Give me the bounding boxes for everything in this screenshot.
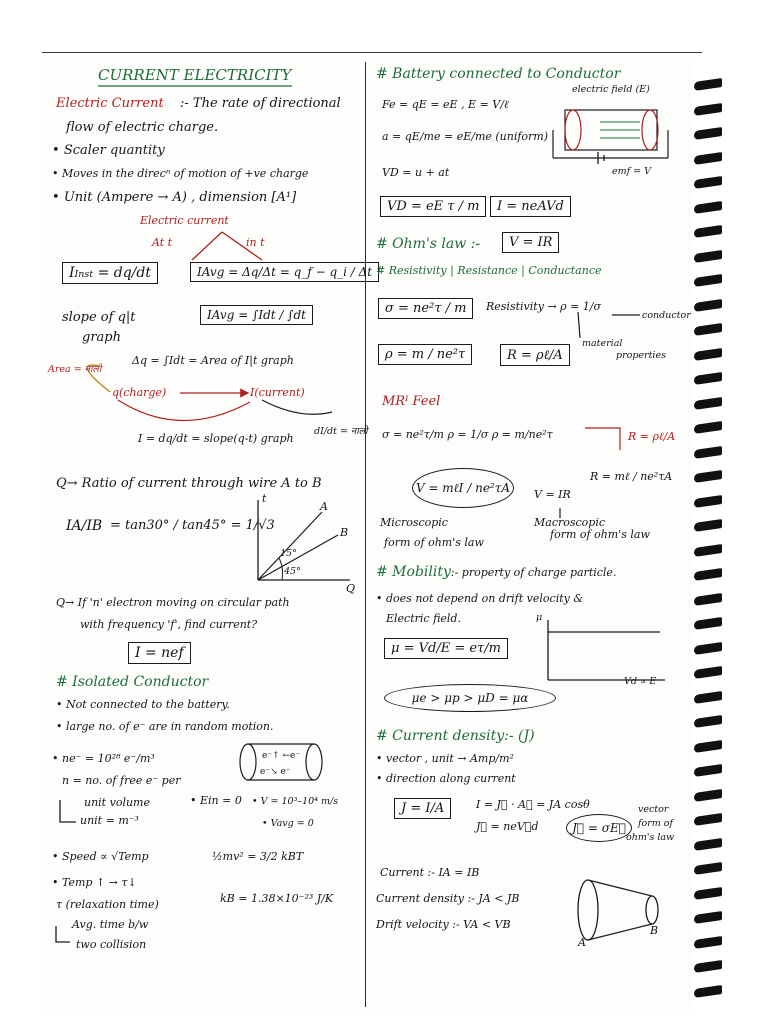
current-density-relation: Current density :- JA < JB	[376, 892, 520, 905]
ec-bullet-3: • Unit (Ampere → A) , dimension [A¹]	[52, 190, 297, 205]
ohms-law-heading: # Ohm's law :-	[376, 236, 481, 252]
iso-bullet-1: • Not connected to the battery.	[56, 698, 230, 711]
cone-end-a	[578, 880, 598, 940]
feel-equations: σ = ne²τ/m ρ = 1/σ ρ = m/ne²τ	[382, 428, 553, 441]
v-rms-label: • V = 10³–10⁴ m/s	[252, 796, 339, 807]
resistance-box: R = ρℓ/A	[500, 344, 570, 366]
ec-bullet-2: • Moves in the direcⁿ of motion of +ve charge	[52, 167, 309, 180]
area-label: Area = नालो	[48, 364, 102, 375]
question-2a: Q→ If 'n' electron moving on circular path	[56, 596, 290, 609]
question-1: Q→ Ratio of current through wire A to B	[56, 476, 322, 491]
n-definition-2: unit volume	[84, 796, 150, 809]
avg-time-label-2: two collision	[76, 938, 147, 951]
question-2b: with frequency 'f', find current?	[80, 618, 258, 631]
microscopic-ohm-oval: V = mℓI / ne²τA	[412, 468, 514, 508]
isolated-conductor-heading: # Isolated Conductor	[56, 674, 209, 690]
svg-text:e⁻↘ e⁻: e⁻↘ e⁻	[260, 767, 291, 777]
graph-45-label: 45°	[284, 566, 301, 577]
page-title: CURRENT ELECTRICITY	[98, 66, 292, 84]
conductor-label: conductor	[642, 310, 691, 321]
ne-value: • ne⁻ = 10²⁸ e⁻/m³	[52, 752, 155, 765]
in-t-label: in t	[246, 236, 265, 249]
current-to-charge-arrow	[118, 400, 250, 421]
vd-e-label: Vd ∝ E	[624, 676, 657, 687]
i-nef-box: I = nef	[128, 642, 191, 664]
mobility-box: μ = Vd/E = eτ/m	[384, 638, 508, 659]
electric-current-heading: Electric Current	[56, 96, 164, 111]
vector-form-label-2: form of	[638, 818, 674, 829]
e-in-label: • Ein = 0	[190, 794, 242, 807]
speed-relation: • Speed ∝ √Temp	[52, 850, 149, 863]
q-charge-label: q(charge)	[112, 386, 167, 399]
resistivity-box: ρ = m / ne²τ	[378, 344, 472, 365]
graph-t-label: t	[262, 492, 267, 505]
arrow-to-inst	[192, 232, 222, 260]
r-ml-label: R = mℓ / ne²τA	[590, 470, 673, 483]
ec-sub-heading: Electric current	[140, 214, 229, 227]
v-avg-label: • Vavg = 0	[262, 818, 314, 829]
mobility-heading: # Mobility:- property of charge particle.	[376, 564, 617, 580]
feel-heading: MRᴵ Feel	[382, 394, 441, 409]
cylinder-end-right	[306, 744, 322, 780]
avg-current-box-1: IAvg = Δq/Δt = q_f − q_i / Δt	[190, 262, 379, 282]
macroscopic-label-1: Macroscopic	[534, 516, 606, 529]
at-t-label: At t	[152, 236, 173, 249]
j-nevd-equation: J⃗ = neV⃗d	[476, 820, 539, 833]
drift-velocity-relation: Drift velocity :- VA < VB	[376, 918, 511, 931]
ec-definition-1: :- The rate of directional	[180, 96, 341, 111]
slope-label-1: slope of q|t	[62, 310, 136, 325]
microscopic-label-1: Microscopic	[380, 516, 448, 529]
boltzmann-constant: kB = 1.38×10⁻²³ J/K	[220, 892, 334, 905]
graph-q-label: Q	[346, 582, 356, 595]
n-definition-1: n = no. of free e⁻ per	[62, 774, 181, 787]
current-density-heading: # Current density:- (J)	[376, 728, 535, 744]
ec-bullet-1: • Scaler quantity	[52, 143, 165, 158]
didt-arrow	[262, 400, 332, 414]
current-relation: Current :- IA = IB	[380, 866, 480, 879]
ratio-rhs: = tan30° / tan45° = 1/√3	[110, 518, 275, 533]
current-density-box: J = I/A	[394, 798, 451, 819]
macroscopic-label-2: form of ohm's law	[550, 528, 650, 541]
current-formula-box: I = neAVd	[490, 196, 571, 217]
i-slope-equation: I = dq/dt = slope(q-t) graph	[138, 432, 294, 445]
kinetic-energy-relation: ½mv² = 3/2 kBT	[212, 850, 304, 863]
emf-label: emf = V	[612, 166, 652, 177]
mobility-bullet-2: Electric field.	[386, 612, 461, 625]
battery-heading: # Battery connected to Conductor	[376, 66, 621, 82]
i-current-label: I(current)	[250, 386, 305, 399]
avg-time-label-1: Avg. time b/w	[72, 918, 149, 931]
material-label-1: material	[582, 338, 623, 349]
mobility-bullet-1: • does not depend on drift velocity &	[376, 592, 584, 605]
graph-b-label: B	[340, 526, 349, 539]
j-sigma-oval: J⃗ = σE⃗	[566, 814, 632, 842]
cone-end-b	[646, 896, 658, 924]
ratio-lhs: IA/IB	[66, 518, 103, 534]
dq-equation: Δq = ∫Idt = Area of I|t graph	[132, 354, 294, 367]
acceleration-equation: a = qE/me = eE/me (uniform)	[382, 130, 549, 143]
ohms-law-box: V = IR	[502, 232, 559, 253]
resistivity-label: Resistivity → ρ = 1/σ	[486, 300, 602, 313]
slope-label-2: graph	[82, 330, 121, 345]
r-rl-label: R = ρℓ/A	[628, 430, 676, 443]
material-label-2: properties	[616, 350, 666, 361]
vector-form-label-1: vector	[638, 804, 669, 815]
svg-text:e⁻↑ ←e⁻: e⁻↑ ←e⁻	[262, 751, 301, 761]
vector-form-label-3: ohm's law	[626, 832, 675, 843]
mu-axis-label: μ	[536, 612, 543, 623]
iso-bullet-2: • large no. of e⁻ are in random motion.	[56, 720, 274, 733]
mobility-order-oval: μe > μp > μD = μα	[384, 684, 556, 712]
resistivity-heading: # Resistivity | Resistance | Conductance	[376, 264, 602, 277]
tau-label: τ (relaxation time)	[56, 898, 159, 911]
cone-b-label: B	[650, 924, 659, 937]
n-unit: unit = m⁻³	[80, 814, 139, 827]
electric-field-label: electric field (E)	[572, 84, 650, 95]
cone-a-label: A	[578, 936, 586, 949]
drift-velocity-box: VD = eE τ / m	[380, 196, 486, 217]
ec-definition-2: flow of electric charge.	[66, 120, 219, 135]
drift-velocity-equation: VD = u + at	[382, 166, 450, 179]
inst-current-box: IInst = dq/dt	[62, 262, 158, 284]
cylinder-end-left	[240, 744, 256, 780]
didt-label: dI/dt = नालो	[314, 426, 368, 437]
conductivity-box: σ = ne²τ / m	[378, 298, 473, 319]
avg-current-box-2: IAvg = ∫Idt / ∫dt	[200, 305, 313, 325]
microscopic-label-2: form of ohm's law	[384, 536, 484, 549]
i-dot-equation: I = J⃗ · A⃗ = JA cosθ	[476, 798, 590, 811]
graph-a-label: A	[320, 500, 328, 513]
cd-bullet-2: • direction along current	[376, 772, 516, 785]
graph-15-label: 15°	[280, 548, 297, 559]
temp-relation: • Temp ↑ → τ↓	[52, 876, 137, 889]
graph-arc	[279, 558, 283, 580]
cd-bullet-1: • vector , unit → Amp/m²	[376, 752, 514, 765]
v-ir-label: V = IR	[534, 488, 571, 501]
force-equation: Fe = qE = eE , E = V/ℓ	[382, 98, 509, 111]
